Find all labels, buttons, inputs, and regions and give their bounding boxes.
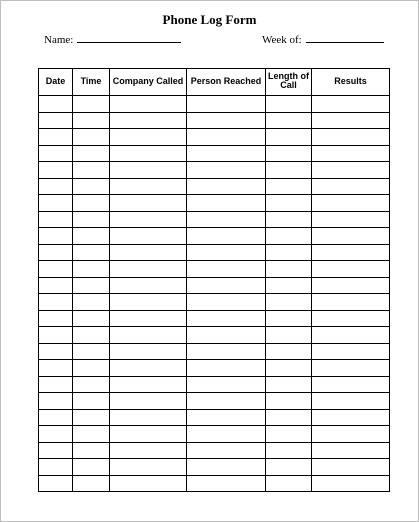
cell-results[interactable] <box>312 277 390 294</box>
cell-person-reached[interactable] <box>187 145 266 162</box>
cell-time[interactable] <box>73 244 110 261</box>
cell-time[interactable] <box>73 195 110 212</box>
cell-date[interactable] <box>39 162 73 179</box>
table-row <box>39 343 390 360</box>
cell-results[interactable] <box>312 442 390 459</box>
cell-results[interactable] <box>312 393 390 410</box>
cell-company-called[interactable] <box>110 360 187 377</box>
cell-company-called[interactable] <box>110 426 187 443</box>
cell-date[interactable] <box>39 310 73 327</box>
table-row <box>39 376 390 393</box>
column-header-time: Time <box>73 69 110 96</box>
cell-time[interactable] <box>73 409 110 426</box>
cell-time[interactable] <box>73 96 110 113</box>
cell-length-of-call[interactable] <box>266 409 312 426</box>
cell-person-reached[interactable] <box>187 178 266 195</box>
cell-person-reached[interactable] <box>187 244 266 261</box>
phone-log-table <box>38 68 390 492</box>
cell-time[interactable] <box>73 360 110 377</box>
cell-length-of-call[interactable] <box>266 261 312 278</box>
cell-company-called[interactable] <box>110 294 187 311</box>
cell-length-of-call[interactable] <box>266 442 312 459</box>
cell-company-called[interactable] <box>110 195 187 212</box>
week-of-blank-line[interactable] <box>306 32 384 43</box>
cell-date[interactable] <box>39 409 73 426</box>
cell-company-called[interactable] <box>110 409 187 426</box>
cell-time[interactable] <box>73 211 110 228</box>
table-row <box>39 294 390 311</box>
cell-person-reached[interactable] <box>187 310 266 327</box>
table-row <box>39 475 390 492</box>
cell-company-called[interactable] <box>110 343 187 360</box>
cell-person-reached[interactable] <box>187 261 266 278</box>
cell-length-of-call[interactable] <box>266 310 312 327</box>
cell-results[interactable] <box>312 145 390 162</box>
cell-time[interactable] <box>73 393 110 410</box>
cell-date[interactable] <box>39 112 73 129</box>
table-row <box>39 195 390 212</box>
form-title: Phone Log Form <box>162 12 257 27</box>
cell-time[interactable] <box>73 162 110 179</box>
cell-results[interactable] <box>312 228 390 245</box>
cell-company-called[interactable] <box>110 228 187 245</box>
cell-length-of-call[interactable] <box>266 162 312 179</box>
table-row <box>39 442 390 459</box>
cell-time[interactable] <box>73 310 110 327</box>
cell-length-of-call[interactable] <box>266 475 312 492</box>
cell-company-called[interactable] <box>110 475 187 492</box>
cell-results[interactable] <box>312 294 390 311</box>
cell-company-called[interactable] <box>110 459 187 476</box>
cell-date[interactable] <box>39 277 73 294</box>
cell-length-of-call[interactable] <box>266 360 312 377</box>
cell-date[interactable] <box>39 343 73 360</box>
cell-time[interactable] <box>73 294 110 311</box>
cell-time[interactable] <box>73 442 110 459</box>
cell-length-of-call[interactable] <box>266 294 312 311</box>
table-row <box>39 96 390 113</box>
cell-length-of-call[interactable] <box>266 376 312 393</box>
table-row <box>39 277 390 294</box>
cell-date[interactable] <box>39 96 73 113</box>
cell-person-reached[interactable] <box>187 211 266 228</box>
table-row <box>39 162 390 179</box>
cell-company-called[interactable] <box>110 327 187 344</box>
cell-date[interactable] <box>39 228 73 245</box>
cell-company-called[interactable] <box>110 211 187 228</box>
cell-company-called[interactable] <box>110 244 187 261</box>
cell-length-of-call[interactable] <box>266 228 312 245</box>
cell-time[interactable] <box>73 277 110 294</box>
cell-results[interactable] <box>312 327 390 344</box>
cell-results[interactable] <box>312 459 390 476</box>
cell-results[interactable] <box>312 178 390 195</box>
cell-time[interactable] <box>73 178 110 195</box>
cell-person-reached[interactable] <box>187 228 266 245</box>
cell-date[interactable] <box>39 261 73 278</box>
cell-length-of-call[interactable] <box>266 426 312 443</box>
week-field <box>262 32 384 46</box>
table-row <box>39 310 390 327</box>
cell-time[interactable] <box>73 475 110 492</box>
cell-company-called[interactable] <box>110 393 187 410</box>
table-header-row <box>39 69 390 96</box>
cell-time[interactable] <box>73 376 110 393</box>
cell-company-called[interactable] <box>110 145 187 162</box>
cell-time[interactable] <box>73 112 110 129</box>
name-blank-line[interactable] <box>77 32 181 43</box>
cell-length-of-call[interactable] <box>266 459 312 476</box>
table-row <box>39 129 390 146</box>
table-row <box>39 211 390 228</box>
cell-date[interactable] <box>39 475 73 492</box>
column-header-results: Results <box>312 69 390 96</box>
cell-results[interactable] <box>312 343 390 360</box>
cell-time[interactable] <box>73 261 110 278</box>
column-header-date: Date <box>39 69 73 96</box>
cell-company-called[interactable] <box>110 442 187 459</box>
cell-results[interactable] <box>312 409 390 426</box>
cell-person-reached[interactable] <box>187 360 266 377</box>
column-header-person-reached: Person Reached <box>187 69 266 96</box>
cell-length-of-call[interactable] <box>266 96 312 113</box>
table-row <box>39 409 390 426</box>
cell-person-reached[interactable] <box>187 162 266 179</box>
cell-person-reached[interactable] <box>187 426 266 443</box>
cell-length-of-call[interactable] <box>266 145 312 162</box>
cell-length-of-call[interactable] <box>266 393 312 410</box>
cell-person-reached[interactable] <box>187 376 266 393</box>
cell-length-of-call[interactable] <box>266 327 312 344</box>
cell-results[interactable] <box>312 162 390 179</box>
cell-company-called[interactable] <box>110 277 187 294</box>
cell-person-reached[interactable] <box>187 327 266 344</box>
cell-date[interactable] <box>39 376 73 393</box>
cell-results[interactable] <box>312 360 390 377</box>
cell-time[interactable] <box>73 426 110 443</box>
cell-person-reached[interactable] <box>187 112 266 129</box>
cell-time[interactable] <box>73 145 110 162</box>
cell-results[interactable] <box>312 244 390 261</box>
name-field <box>44 32 181 46</box>
cell-length-of-call[interactable] <box>266 277 312 294</box>
name-label: Name: <box>44 34 74 46</box>
cell-company-called[interactable] <box>110 112 187 129</box>
cell-time[interactable] <box>73 327 110 344</box>
cell-person-reached[interactable] <box>187 442 266 459</box>
cell-results[interactable] <box>312 96 390 113</box>
cell-length-of-call[interactable] <box>266 211 312 228</box>
cell-person-reached[interactable] <box>187 294 266 311</box>
table-row <box>39 426 390 443</box>
table-row <box>39 228 390 245</box>
cell-date[interactable] <box>39 393 73 410</box>
column-header-length-of-call: Length of Call <box>266 69 312 96</box>
column-header-company-called: Company Called <box>110 69 187 96</box>
cell-length-of-call[interactable] <box>266 129 312 146</box>
cell-results[interactable] <box>312 376 390 393</box>
cell-length-of-call[interactable] <box>266 343 312 360</box>
cell-person-reached[interactable] <box>187 195 266 212</box>
cell-person-reached[interactable] <box>187 277 266 294</box>
cell-time[interactable] <box>73 228 110 245</box>
cell-person-reached[interactable] <box>187 96 266 113</box>
cell-company-called[interactable] <box>110 162 187 179</box>
cell-time[interactable] <box>73 129 110 146</box>
cell-date[interactable] <box>39 459 73 476</box>
cell-results[interactable] <box>312 475 390 492</box>
cell-results[interactable] <box>312 310 390 327</box>
table-row <box>39 327 390 344</box>
cell-company-called[interactable] <box>110 310 187 327</box>
cell-date[interactable] <box>39 244 73 261</box>
cell-company-called[interactable] <box>110 261 187 278</box>
cell-date[interactable] <box>39 129 73 146</box>
cell-results[interactable] <box>312 261 390 278</box>
cell-length-of-call[interactable] <box>266 112 312 129</box>
cell-date[interactable] <box>39 195 73 212</box>
cell-date[interactable] <box>39 178 73 195</box>
cell-company-called[interactable] <box>110 96 187 113</box>
cell-person-reached[interactable] <box>187 409 266 426</box>
table-row <box>39 244 390 261</box>
cell-results[interactable] <box>312 195 390 212</box>
cell-company-called[interactable] <box>110 129 187 146</box>
cell-time[interactable] <box>73 343 110 360</box>
cell-company-called[interactable] <box>110 178 187 195</box>
cell-results[interactable] <box>312 211 390 228</box>
cell-length-of-call[interactable] <box>266 244 312 261</box>
cell-date[interactable] <box>39 145 73 162</box>
cell-person-reached[interactable] <box>187 393 266 410</box>
cell-company-called[interactable] <box>110 376 187 393</box>
table-row <box>39 178 390 195</box>
cell-length-of-call[interactable] <box>266 195 312 212</box>
table-row <box>39 393 390 410</box>
cell-date[interactable] <box>39 360 73 377</box>
cell-results[interactable] <box>312 129 390 146</box>
cell-date[interactable] <box>39 211 73 228</box>
cell-person-reached[interactable] <box>187 475 266 492</box>
cell-person-reached[interactable] <box>187 343 266 360</box>
cell-date[interactable] <box>39 426 73 443</box>
cell-results[interactable] <box>312 426 390 443</box>
table-row <box>39 360 390 377</box>
cell-person-reached[interactable] <box>187 129 266 146</box>
cell-time[interactable] <box>73 459 110 476</box>
table-body <box>39 96 390 492</box>
cell-date[interactable] <box>39 294 73 311</box>
table-row <box>39 261 390 278</box>
table-row <box>39 459 390 476</box>
cell-person-reached[interactable] <box>187 459 266 476</box>
table-row <box>39 145 390 162</box>
week-of-label: Week of: <box>262 34 302 46</box>
table-row <box>39 112 390 129</box>
cell-results[interactable] <box>312 112 390 129</box>
cell-date[interactable] <box>39 442 73 459</box>
cell-length-of-call[interactable] <box>266 178 312 195</box>
cell-date[interactable] <box>39 327 73 344</box>
